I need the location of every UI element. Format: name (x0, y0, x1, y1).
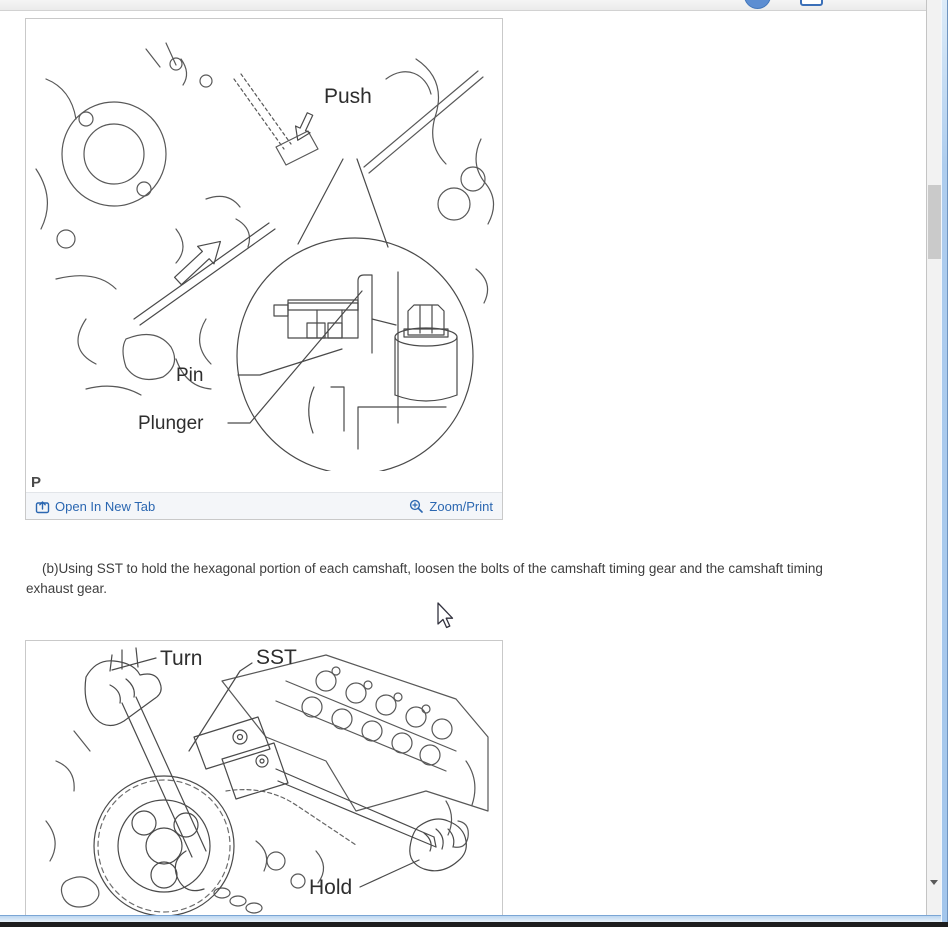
vertical-scrollbar-track[interactable] (926, 0, 941, 915)
sst-label: SST (256, 646, 297, 669)
profile-icon[interactable] (744, 0, 771, 9)
hold-label: Hold (309, 876, 353, 899)
plunger-label: Plunger (138, 413, 204, 434)
figure-caption: P (31, 474, 42, 491)
window-bottom-border (0, 922, 948, 927)
instruction-text: (b)Using SST to hold the hexagonal portion of each camshaft, loosen the bolts of the camshaft timing gear and the camshaft timing exhaust gear. (26, 561, 823, 596)
turn-label: Turn (160, 647, 203, 670)
window-edge-scrollbar-bottom[interactable] (0, 915, 941, 922)
mouse-cursor (437, 602, 457, 632)
push-label: Push (324, 85, 372, 108)
window-edge-scrollbar-right[interactable] (941, 0, 948, 922)
figure-toolbar (26, 492, 502, 519)
figure-panel-plunger (25, 18, 503, 520)
engine-diagram-plunger (26, 19, 502, 471)
open-in-new-tab-label: Open In New Tab (55, 498, 156, 514)
vertical-scrollbar-thumb[interactable] (928, 185, 941, 259)
feedback-icon[interactable] (800, 0, 823, 6)
scrollbar-down-arrow[interactable] (927, 873, 941, 891)
zoom-plus-icon (409, 499, 424, 514)
zoom-print-link[interactable] (409, 499, 493, 514)
figure-panel-sst (25, 640, 503, 917)
pin-label: Pin (176, 365, 204, 386)
zoom-print-label: Zoom/Print (429, 498, 493, 514)
top-toolbar (0, 0, 926, 11)
open-in-new-tab-link[interactable] (35, 499, 155, 514)
open-in-new-tab-icon (35, 499, 50, 514)
engine-diagram-sst (26, 641, 502, 917)
